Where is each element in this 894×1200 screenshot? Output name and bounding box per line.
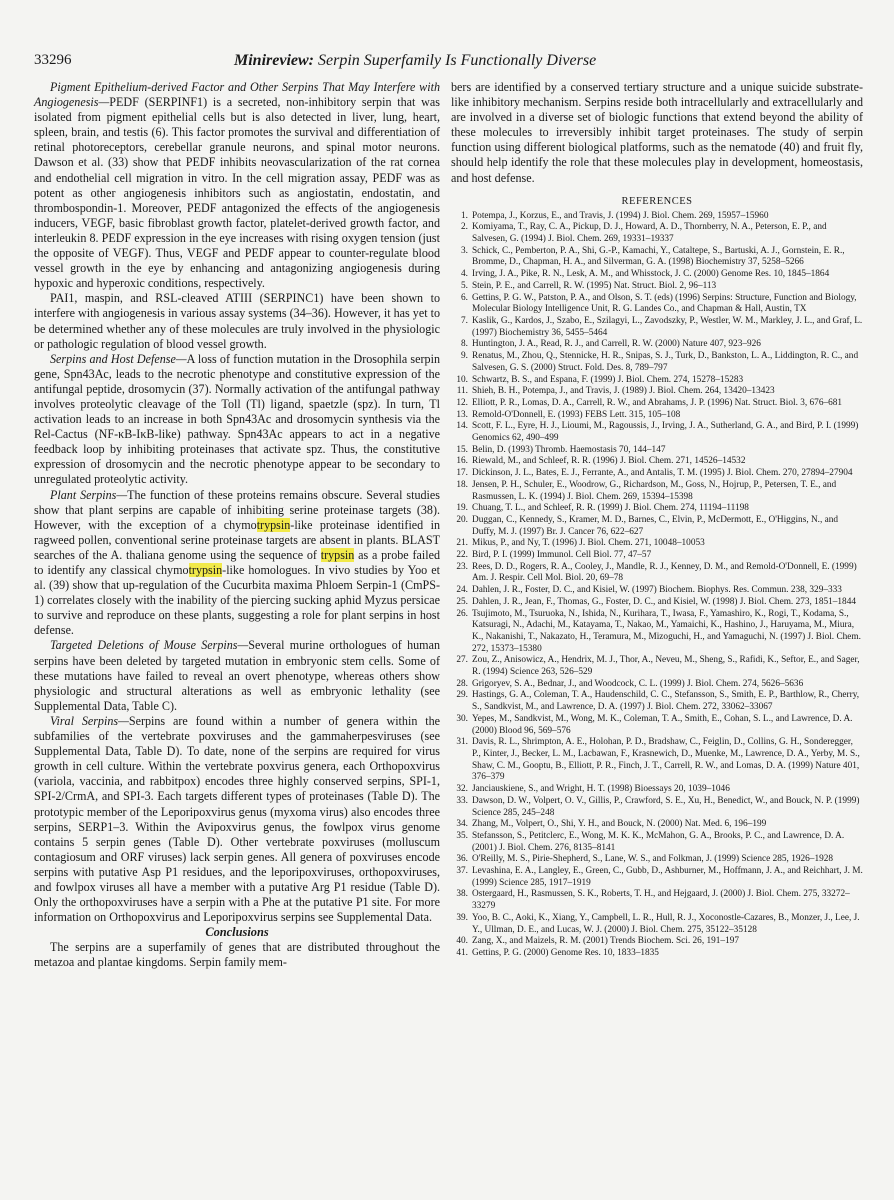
running-title-label: Minireview: (234, 52, 314, 69)
reference-number: 26. (456, 608, 468, 619)
reference-item (451, 538, 863, 550)
reference-text: Elliott, P. R., Lomas, D. A., Carrell, R. W., and Abrahams, J. P. (1996) Nat. Struct. Biol. 3, 676–681 (472, 397, 843, 408)
running-title (234, 52, 596, 70)
reference-item (451, 375, 863, 387)
reference-number: 20. (456, 514, 468, 525)
reference-item (451, 597, 863, 609)
paragraph-pai1: PAI1, maspin, and RSL-cleaved ATIII (SERPINC1) have been shown to interfere with angiogenesis in various assay systems (34–36). However, it has yet to be determined whether any of these molecules are truly involved in the physiologic or pathologic regulation of blood vessel growth. (34, 291, 440, 351)
reference-text: Shieh, B. H., Potempa, J., and Travis, J. (1989) J. Biol. Chem. 264, 13420–13423 (472, 386, 775, 397)
section-heading-mouse-serpins: Targeted Deletions of Mouse Serpins— (50, 638, 249, 653)
reference-text: Duggan, C., Kennedy, S., Kramer, M. D., Barnes, C., Elvin, P., McDermott, E., O'Higgins, N., and Duffy, M. J. (1997) Br. J. Cancer 76, 622–627 (472, 514, 839, 537)
reference-number: 28. (456, 678, 468, 689)
reference-item (451, 456, 863, 468)
reference-text: Zhang, M., Volpert, O., Shi, Y. H., and Bouck, N. (2000) Nat. Med. 6, 196–199 (472, 819, 767, 830)
reference-number: 11. (456, 386, 468, 397)
reference-text: Grigoryev, S. A., Bednar, J., and Woodcock, C. L. (1999) J. Biol. Chem. 274, 5626–5636 (472, 678, 804, 689)
reference-text: Dahlen, J. R., Jean, F., Thomas, G., Foster, D. C., and Kisiel, W. (1998) J. Biol. Chem. 273, 1851–1844 (472, 596, 857, 607)
reference-text: Huntington, J. A., Read, R. J., and Carrell, R. W. (2000) Nature 407, 923–926 (472, 339, 761, 350)
reference-number: 8. (461, 339, 468, 350)
paragraph-plant-serpins: Plant Serpins—The function of these proteins remains obscure. Several studies show that plant serpins are capable of inhibiting serine proteinase targets (38). However, with the exception of a chymotrypsin-like proteinase identified in ragweed pollen, conventional serine proteinase targets are absent in plants. BLAST searches of the A. thaliana genome using the sequence of trypsin as a probe failed to identify any classical chymotrypsin-like homologues. In vivo studies by Yoo et al. (39) show that up-regulation of the Cucurbita maxima Phloem Serpin-1 (CmPS-1) correlates closely with the inability of the piercing sucking aphid Myzus persicae to survive and reproduce on these plants, suggesting a role for plant serpins in host defense. (34, 487, 440, 638)
reference-number: 33. (456, 795, 468, 806)
reference-text: Janciauskiene, S., and Wright, H. T. (1998) Bioessays 20, 1039–1046 (472, 784, 730, 795)
reference-text: Komiyama, T., Ray, C. A., Pickup, D. J., Howard, A. D., Thornberry, N. A., Peterson, E. P., and Salvesen, G. (1994) J. Biol. Chem. 269, 19331–19337 (472, 222, 827, 245)
reference-text: Jensen, P. H., Schuler, E., Woodrow, G., Richardson, M., Goss, N., Hojrup, P., Petersen, T. E., and Rasmussen, L. K. (1994) J. Biol. Chem. 269, 15394–15398 (472, 479, 837, 502)
reference-item (451, 468, 863, 480)
reference-item (451, 480, 863, 503)
reference-text: Zou, Z., Anisowicz, A., Hendrix, M. J., Thor, A., Neveu, M., Sheng, S., Rafidi, K., Seftor, E., and Sager, R. (1994) Science 263, 526–529 (472, 655, 860, 678)
reference-text: Dickinson, J. L., Bates, E. J., Ferrante, A., and Antalis, T. M. (1995) J. Biol. Chem. 270, 27894–27904 (472, 468, 853, 479)
reference-number: 4. (461, 269, 468, 280)
reference-number: 17. (456, 468, 468, 479)
reference-item (451, 398, 863, 410)
reference-text: Mikus, P., and Ny, T. (1996) J. Biol. Chem. 271, 10048–10053 (472, 538, 705, 549)
reference-text: O'Reilly, M. S., Pirie-Shepherd, S., Lane, W. S., and Folkman, J. (1999) Science 285, 1926–1928 (472, 854, 834, 865)
reference-text: Yepes, M., Sandkvist, M., Wong, M. K., Coleman, T. A., Smith, E., Cohan, S. L., and Lawrence, D. A. (2000) Blood 96, 569–576 (472, 713, 853, 736)
reference-item (451, 609, 863, 656)
reference-item (451, 281, 863, 293)
reference-number: 34. (456, 819, 468, 830)
reference-number: 13. (456, 409, 468, 420)
reference-number: 22. (456, 550, 468, 561)
search-highlight: trypsin (256, 517, 291, 532)
reference-item (451, 737, 863, 784)
paragraph-host-defense: Serpins and Host Defense—A loss of function mutation in the Drosophila serpin gene, Spn43Ac, leads to the necrotic phenotype and constitutive expression of the antifungal peptide, drosomycin (37). Normally activation of the antifungal pathway involves proteolytic cleavage of the Toll (Tl) ligand, spaetzle (spz). In turn, Tl activation leads to an increase in both Spn43Ac and drosomycin synthesis via the Rel-Cactus (NF-κB-IκB-like) pathway. Spn43Ac appears to act in a negative feedback loop by inhibiting proteinases that activate spz. Thus, the constitutive expression of drosomycin and the necrotic phenotype appear to be secondary to unregulated proteolytic activity. (34, 351, 440, 487)
reference-item (451, 222, 863, 245)
reference-number: 23. (456, 561, 468, 572)
reference-item (451, 316, 863, 339)
reference-number: 27. (456, 655, 468, 666)
running-title-text: Serpin Superfamily Is Functionally Diverse (318, 52, 597, 69)
reference-number: 1. (461, 210, 468, 221)
reference-text: Renatus, M., Zhou, Q., Stennicke, H. R., Snipas, S. J., Turk, D., Bankston, L. A., Liddington, R. C., and Salvesen, G. S. (2000) Struct. Fold. Des. 8, 789–797 (472, 351, 859, 373)
reference-number: 10. (456, 374, 468, 385)
paragraph-mouse-serpins: Targeted Deletions of Mouse Serpins—Several murine orthologues of human serpins have been deleted by targeted mutation in embryonic stem cells. Some of these mutations have failed to reveal an overt phenotype, whereas others show physiologic and structural alterations as well as embryonic lethality (see Supplemental Data, Table C). (34, 638, 440, 713)
reference-item (451, 889, 863, 912)
reference-number: 19. (456, 503, 468, 514)
reference-number: 40. (456, 936, 468, 947)
search-highlight: trypsin (320, 547, 355, 562)
reference-text: Yoo, B. C., Aoki, K., Xiang, Y., Campbell, L. R., Hull, R. J., Xoconostle-Cazares, B., Monzer, J., Lee, J. Y., Ullman, D. E., and Lucas, W. J. (2000) J. Biol. Chem. 275, 35122–35128 (472, 912, 860, 935)
reference-item (451, 515, 863, 538)
reference-item (451, 550, 863, 562)
reference-item (451, 562, 863, 585)
reference-number: 32. (456, 784, 468, 795)
reference-item (451, 819, 863, 831)
reference-number: 24. (456, 585, 468, 596)
reference-item (451, 293, 863, 316)
reference-item (451, 784, 863, 796)
section-heading-angiogenesis: Pigment Epithelium-derived Factor and Other Serpins That May Interfere with Angiogenesis— (34, 80, 440, 110)
reference-text: Levashina, E. A., Langley, E., Green, C., Gubb, D., Ashburner, M., Hoffmann, J. A., and Reichhart, J. M. (1999) Science 285, 1917–1919 (472, 866, 863, 888)
reference-number: 31. (456, 737, 468, 748)
paragraph-pedf: Pigment Epithelium-derived Factor and Other Serpins That May Interfere with Angiogenesis—PEDF (SERPINF1) is a secreted, non-inhibitory serpin that was isolated from pigment epithelial cells but is also detected in liver, lung, heart, spleen, brain, and testis (6). This factor promotes the survival and differentiation of retinal photoreceptors, cerebellar granule neurons, and spinal motor neurons. Dawson et al. (33) show that PEDF inhibits neovascularization of the rat cornea and endothelial cell migration in vitro. In the cell migration assay, PEDF was as potent as other angiogenesis inhibitors such as angiostatin, endostatin, and thrombospondin-1. Moreover, PEDF antagonized the effects of the angiogenesis inducers, VEGF, basic fibroblast growth factor, platelet-derived growth factor, and interleukin 8. PEDF expression in the eye increases with rising oxygen tension (just the opposite of VEGF). Thus, VEGF and PEDF appear to counter-regulate blood vessel growth in the eye by enhancing and antagonizing angiogenesis during hypoxic and hyperoxic conditions, respectively. (34, 80, 440, 291)
reference-text: Potempa, J., Korzus, E., and Travis, J. (1994) J. Biol. Chem. 269, 15957–15960 (472, 210, 769, 221)
reference-number: 6. (461, 292, 468, 303)
search-highlight: trypsin (188, 563, 223, 577)
reference-number: 38. (456, 889, 468, 900)
reference-number: 30. (456, 713, 468, 724)
reference-item (451, 585, 863, 597)
reference-item (451, 913, 863, 936)
page-number: 33296 (34, 52, 72, 68)
reference-text: Tsujimoto, M., Tsuruoka, N., Ishida, N., Kurihara, T., Iwasa, F., Yamashiro, K., Rogi, T., Kodama, S., Katsuragi, N., Adachi, M., Katayama, T., Nakao, M., Yamaichi, K., Hashino, J., Haruyama, M., Miura, K., Nakanishi, T., Nakazato, H., Teramura, M., Mizoguchi, H., and Yamaguchi, N. (1997) J. Biol. Chem. 272, 15373–15380 (472, 608, 861, 654)
references-heading: REFERENCES (621, 195, 693, 207)
reference-text: Bird, P. I. (1999) Immunol. Cell Biol. 77, 47–57 (472, 550, 652, 561)
reference-text: Zang, X., and Maizels, R. M. (2001) Trends Biochem. Sci. 26, 191–197 (472, 936, 740, 947)
reference-item (451, 410, 863, 422)
reference-number: 36. (456, 854, 468, 865)
reference-number: 2. (461, 222, 468, 233)
reference-text: Schick, C., Pemberton, P. A., Shi, G.-P., Kamachi, Y., Cataltepe, S., Bartuski, A. J., Gornstein, E. R., Bromme, D., Chapman, H. A., and Silverman, G. A. (1998) Biochemistry 37, 5258–5266 (472, 245, 845, 268)
reference-text: Irving, J. A., Pike, R. N., Lesk, A. M., and Whisstock, J. C. (2000) Genome Res. 10, 1845–1864 (472, 269, 830, 280)
reference-text: Rees, D. D., Rogers, R. A., Cooley, J., Mandle, R. J., Kenney, D. M., and Remold-O'Donnell, E. (1999) Am. J. Respir. Cell Mol. Biol. 20, 69–78 (472, 561, 857, 584)
reference-item (451, 269, 863, 281)
reference-text: Dahlen, J. R., Foster, D. C., and Kisiel, W. (1997) Biochem. Biophys. Res. Commun. 238, 329–333 (472, 585, 842, 596)
reference-item (451, 211, 863, 223)
reference-number: 16. (456, 456, 468, 467)
reference-text: Gettins, P. G. W., Patston, P. A., and Olson, S. T. (eds) (1996) Serpins: Structure, Function and Biology, Molecular Biology Intelligence Unit, R. G. Landes Co., and Chapman & Hall, Austin, TX (472, 292, 857, 315)
reference-item (451, 936, 863, 948)
reference-text: Ostergaard, H., Rasmussen, S. K., Roberts, T. H., and Hejgaard, J. (2000) J. Biol. Chem. 275, 33272–33279 (472, 889, 850, 912)
reference-number: 25. (456, 596, 468, 607)
reference-item (451, 339, 863, 351)
paragraph-conclusions-continued: bers are identified by a conserved tertiary structure and a unique suicide substrate-like inhibitory mechanism. Serpins reside both intracellularly and extracellularly and are involved in a diverse set of biologic functions that extend beyond the ability of these molecules to irreversibly inhibit target proteinases. The study of serpin function using different biological platforms, such as the nematode (40) and fruit fly, should help identify the role that these molecules play in development, homeostasis, and host defense. (451, 80, 863, 185)
reference-number: 18. (456, 479, 468, 490)
reference-item (451, 714, 863, 737)
reference-text: Dawson, D. W., Volpert, O. V., Gillis, P., Crawford, S. E., Xu, H., Benedict, W., and Bouck, N. P. (1999) Science 285, 245–248 (472, 795, 860, 818)
reference-number: 41. (456, 947, 468, 958)
page-header (34, 52, 860, 74)
reference-number: 15. (456, 444, 468, 455)
reference-text: Riewald, M., and Schleef, R. R. (1996) J. Biol. Chem. 271, 14526–14532 (472, 456, 746, 467)
reference-number: 3. (461, 245, 468, 256)
reference-number: 37. (456, 866, 468, 877)
reference-text: Schwartz, B. S., and Espana, F. (1999) J. Biol. Chem. 274, 15278–15283 (472, 374, 744, 385)
reference-item (451, 386, 863, 398)
conclusions-heading: Conclusions (205, 925, 269, 940)
reference-number: 12. (456, 397, 468, 408)
section-heading-viral-serpins: Viral Serpins— (50, 713, 129, 728)
reference-number: 35. (456, 830, 468, 841)
reference-number: 29. (456, 690, 468, 701)
reference-item (451, 445, 863, 457)
reference-text: Chuang, T. L., and Schleef, R. R. (1999) J. Biol. Chem. 274, 11194–11198 (472, 503, 749, 514)
reference-text: Scott, F. L., Eyre, H. J., Lioumi, M., Ragoussis, J., Irving, J. A., Sutherland, G. A., and Bird, P. I. (1999) Genomics 62, 490–499 (472, 421, 859, 444)
reference-item (451, 831, 863, 854)
reference-list (451, 211, 863, 960)
reference-number: 39. (456, 912, 468, 923)
reference-item (451, 948, 863, 960)
reference-item (451, 351, 863, 374)
paragraph-viral-serpins: Viral Serpins—Serpins are found within a number of genera within the subfamilies of the vertebrate poxviruses and the gammaherpesviruses (see Supplemental Data, Table D). To date, none of the serpins are required for virus growth in cell culture. Within the vertebrate poxvirus genera, each Orthopoxvirus (variola, vaccinia, and rabbitpox) encodes three highly conserved serpins, SPI-1, SPI-2/CrmA, and SPI-3. Each targets different types of proteinases (Table D). The prototypic member of the Leporipoxvirus genus (myxoma virus) also encodes three serpins, SERP1–3. Within the Avipoxvirus genus, the fowlpox virus genome contains 5 serpin genes (Table D). Other vertebrate poxviruses (molluscum contagiosum and ORF viruses) lack serpin genes. All genera of poxviruses encode serpins with putative Asp P1 residues, and the leporipoxviruses, orthopoxviruses, and fowlpox viruses all have a member with a putative Arg P1 residue (Table D). Only the orthopoxviruses have a serpin with a Phe at the putative P1 site. For more information on Orthopoxvirus and Leporipoxvirus serpins see Supplemental Data. (34, 713, 440, 925)
reference-item (451, 796, 863, 819)
reference-text: Remold-O'Donnell, E. (1993) FEBS Lett. 315, 105–108 (472, 409, 681, 420)
reference-text: Hastings, G. A., Coleman, T. A., Haudenschild, C. C., Stefansson, S., Smith, E. P., Barthlow, R., Cherry, S., Sandkvist, M., and Lawrence, D. A. (1997) J. Biol. Chem. 272, 33062–33067 (472, 690, 860, 713)
reference-item (451, 655, 863, 678)
reference-text: Stefansson, S., Petitclerc, E., Wong, M. K. K., McMahon, G. A., Brooks, P. C., and Lawrence, D. A. (2001) J. Biol. Chem. 276, 8135–8141 (472, 830, 845, 853)
reference-item (451, 503, 863, 515)
reference-number: 5. (461, 280, 468, 291)
reference-text: Gettins, P. G. (2000) Genome Res. 10, 1833–1835 (472, 947, 659, 958)
reference-text: Stein, P. E., and Carrell, R. W. (1995) Nat. Struct. Biol. 2, 96–113 (472, 280, 717, 291)
reference-item (451, 690, 863, 713)
section-heading-host-defense: Serpins and Host Defense— (50, 351, 187, 366)
reference-number: 14. (456, 421, 468, 432)
reference-text: Davis, R. L., Shrimpton, A. E., Holohan, P. D., Bradshaw, C., Feiglin, D., Collins, G. H., Sonderegger, P., Kinter, J., Becker, L. M., Lacbawan, F., Krasnewich, D., Muenke, M., Lawrence, D. A., Yerby, M. S., Shaw, C. M., Gooptu, B., Elliott, P. R., Finch, J. T., Carrell, R. W., and Lomas, D. A. (1999) Nature 401, 376–379 (472, 737, 860, 783)
reference-item (451, 866, 863, 889)
reference-item (451, 421, 863, 444)
reference-number: 9. (461, 351, 468, 362)
reference-number: 21. (456, 538, 468, 549)
reference-text: Kaslik, G., Kardos, J., Szabo, E., Szilagyi, L., Zavodszky, P., Westler, W. M., Markley, J. L., and Graf, L. (1997) Biochemistry 36, 5455–5464 (472, 315, 863, 338)
left-column (34, 80, 440, 971)
right-column (451, 80, 863, 960)
reference-item (451, 679, 863, 691)
section-heading-plant-serpins: Plant Serpins— (50, 487, 128, 502)
reference-number: 7. (461, 315, 468, 326)
reference-item (451, 246, 863, 269)
reference-item (451, 854, 863, 866)
paragraph-conclusions: The serpins are a superfamily of genes that are distributed throughout the metazoa and plantae kingdoms. Serpin family mem- (34, 940, 440, 970)
reference-text: Belin, D. (1993) Thromb. Haemostasis 70, 144–147 (472, 444, 666, 455)
